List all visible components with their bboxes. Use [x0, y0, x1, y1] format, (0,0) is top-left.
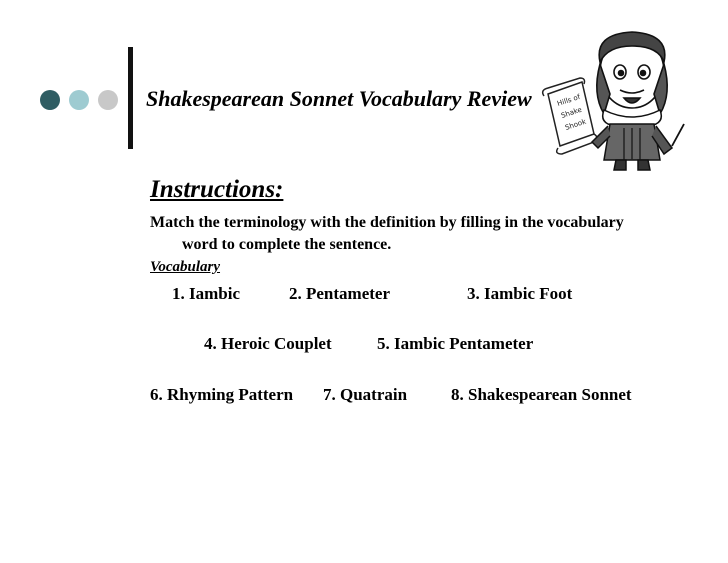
term-3: 3. Iambic Foot: [467, 284, 573, 303]
term-5: 5. Iambic Pentameter: [377, 334, 534, 353]
svg-text:Shake: Shake: [560, 105, 583, 120]
scroll-text: Hills of: [556, 92, 582, 108]
term-8: 8. Shakespearean Sonnet: [451, 385, 632, 404]
term-4: 4. Heroic Couplet: [204, 334, 332, 353]
instructions-heading: Instructions:: [150, 176, 284, 203]
slide-title: Shakespearean Sonnet Vocabulary Review: [146, 86, 532, 111]
svg-text:Shook: Shook: [564, 117, 588, 132]
instructions-text: Match the terminology with the definition by filling in the vocabulary word to complete the sentence.: [150, 214, 624, 253]
term-2: 2. Pentameter: [289, 284, 391, 303]
dot-3-icon: [98, 90, 118, 110]
dot-1-icon: [40, 90, 60, 110]
term-6: 6. Rhyming Pattern: [150, 385, 294, 404]
decorative-dots: [40, 90, 120, 112]
scroll-icon: [543, 78, 597, 154]
term-1: 1. Iambic: [172, 284, 240, 303]
title-divider: [128, 47, 133, 149]
dot-2-icon: [69, 90, 89, 110]
shakespeare-cartoon-icon: [534, 24, 694, 174]
term-7: 7. Quatrain: [323, 385, 408, 404]
vocabulary-label: Vocabulary: [150, 259, 221, 275]
